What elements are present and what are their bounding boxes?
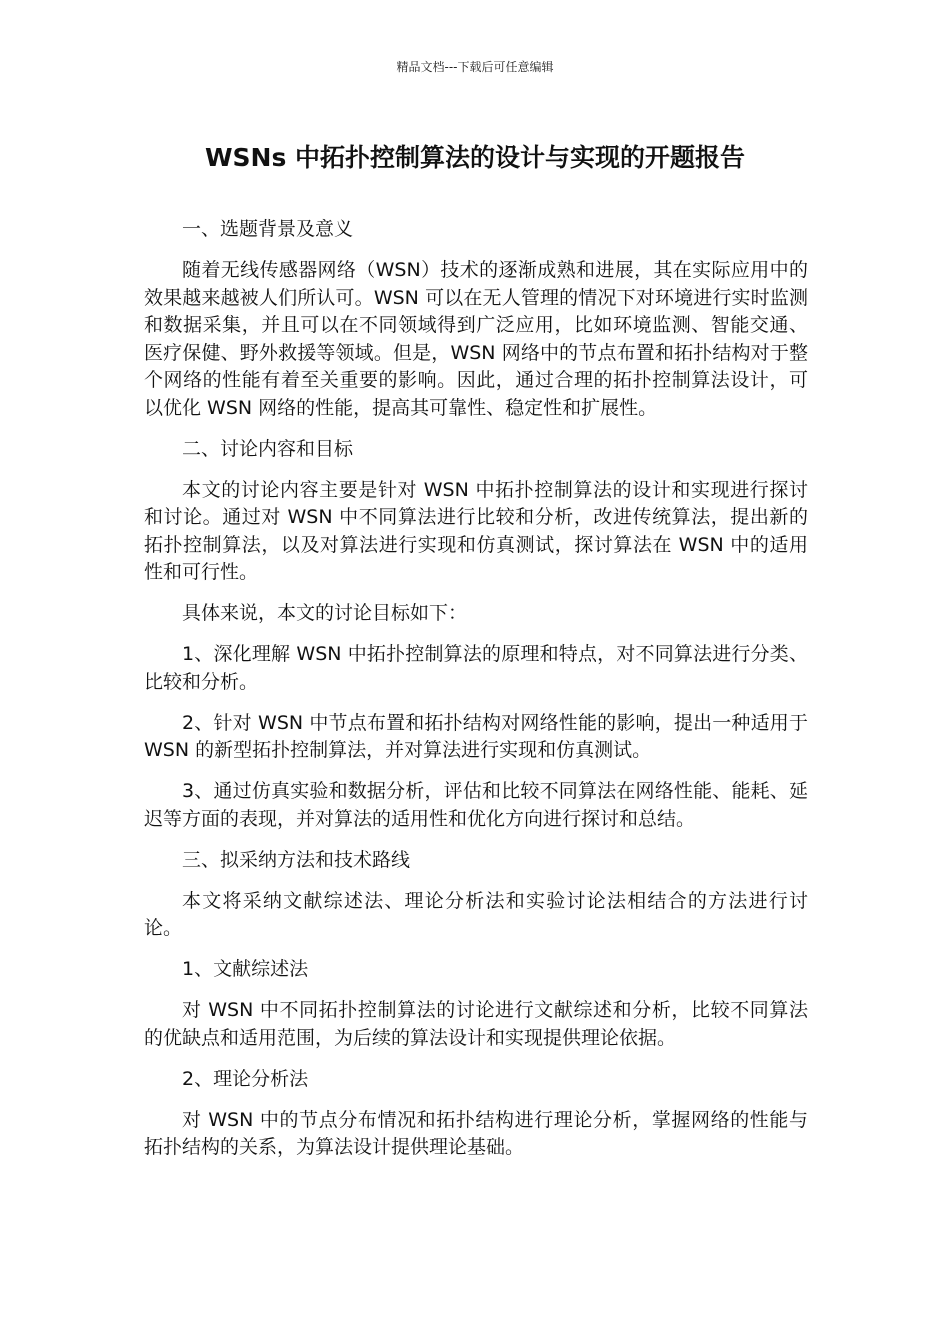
paragraph-background: 随着无线传感器网络（WSN）技术的逐渐成熟和进展，其在实际应用中的效果越来越被人们所认可。WSN 可以在无人管理的情况下对环境进行实时监测和数据采集，并且可以在不同领域得到广泛应用，比如环境监测、智能交通、医疗保健、野外救援等领域。但是，WSN 网络中的节点布置和拓扑结构对于整个网络的性能有着至关重要的影响。因此，通过合理的拓扑控制算法设计，可以优化 WSN 网络的性能，提高其可靠性、稳定性和扩展性。	[144, 259, 808, 419]
method-heading-literature: 1、文献综述法	[182, 958, 309, 980]
paragraph-goals-intro: 具体来说，本文的讨论目标如下：	[182, 602, 468, 624]
document-body	[144, 216, 808, 1175]
method-heading-theory: 2、理论分析法	[182, 1067, 309, 1090]
goal-item-3: 3、通过仿真实验和数据分析，评估和比较不同算法在网络性能、能耗、延迟等方面的表现，并对算法的适用性和优化方向进行探讨和总结。	[144, 780, 808, 830]
document-title: WSNs 中拓扑控制算法的设计与实现的开题报告	[204, 143, 746, 172]
paragraph-methods: 本文将采纳文献综述法、理论分析法和实验讨论法相结合的方法进行讨论。	[144, 889, 808, 939]
goal-item-1: 1、深化理解 WSN 中拓扑控制算法的原理和特点，对不同算法进行分类、比较和分析。	[144, 643, 808, 693]
paragraph-literature: 对 WSN 中不同拓扑控制算法的讨论进行文献综述和分析，比较不同算法的优缺点和适用范围，为后续的算法设计和实现提供理论依据。	[144, 999, 808, 1049]
section-heading-background: 一、选题背景及意义	[182, 218, 354, 240]
page-header-note: 精品文档---下载后可任意编辑	[396, 60, 554, 74]
paragraph-content: 本文的讨论内容主要是针对 WSN 中拓扑控制算法的设计和实现进行探讨和讨论。通过对 WSN 中不同算法进行比较和分析，改进传统算法，提出新的拓扑控制算法，以及对算法进行实现和仿真测试，探讨算法在 WSN 中的适用性和可行性。	[144, 478, 808, 583]
paragraph-theory: 对 WSN 中的节点分布情况和拓扑结构进行理论分析，掌握网络的性能与拓扑结构的关系，为算法设计提供理论基础。	[144, 1108, 808, 1158]
section-heading-content-goals: 二、讨论内容和目标	[182, 437, 354, 460]
section-heading-methods: 三、拟采纳方法和技术路线	[182, 848, 411, 871]
goal-item-2: 2、针对 WSN 中节点布置和拓扑结构对网络性能的影响，提出一种适用于 WSN 的新型拓扑控制算法，并对算法进行实现和仿真测试。	[144, 711, 808, 761]
